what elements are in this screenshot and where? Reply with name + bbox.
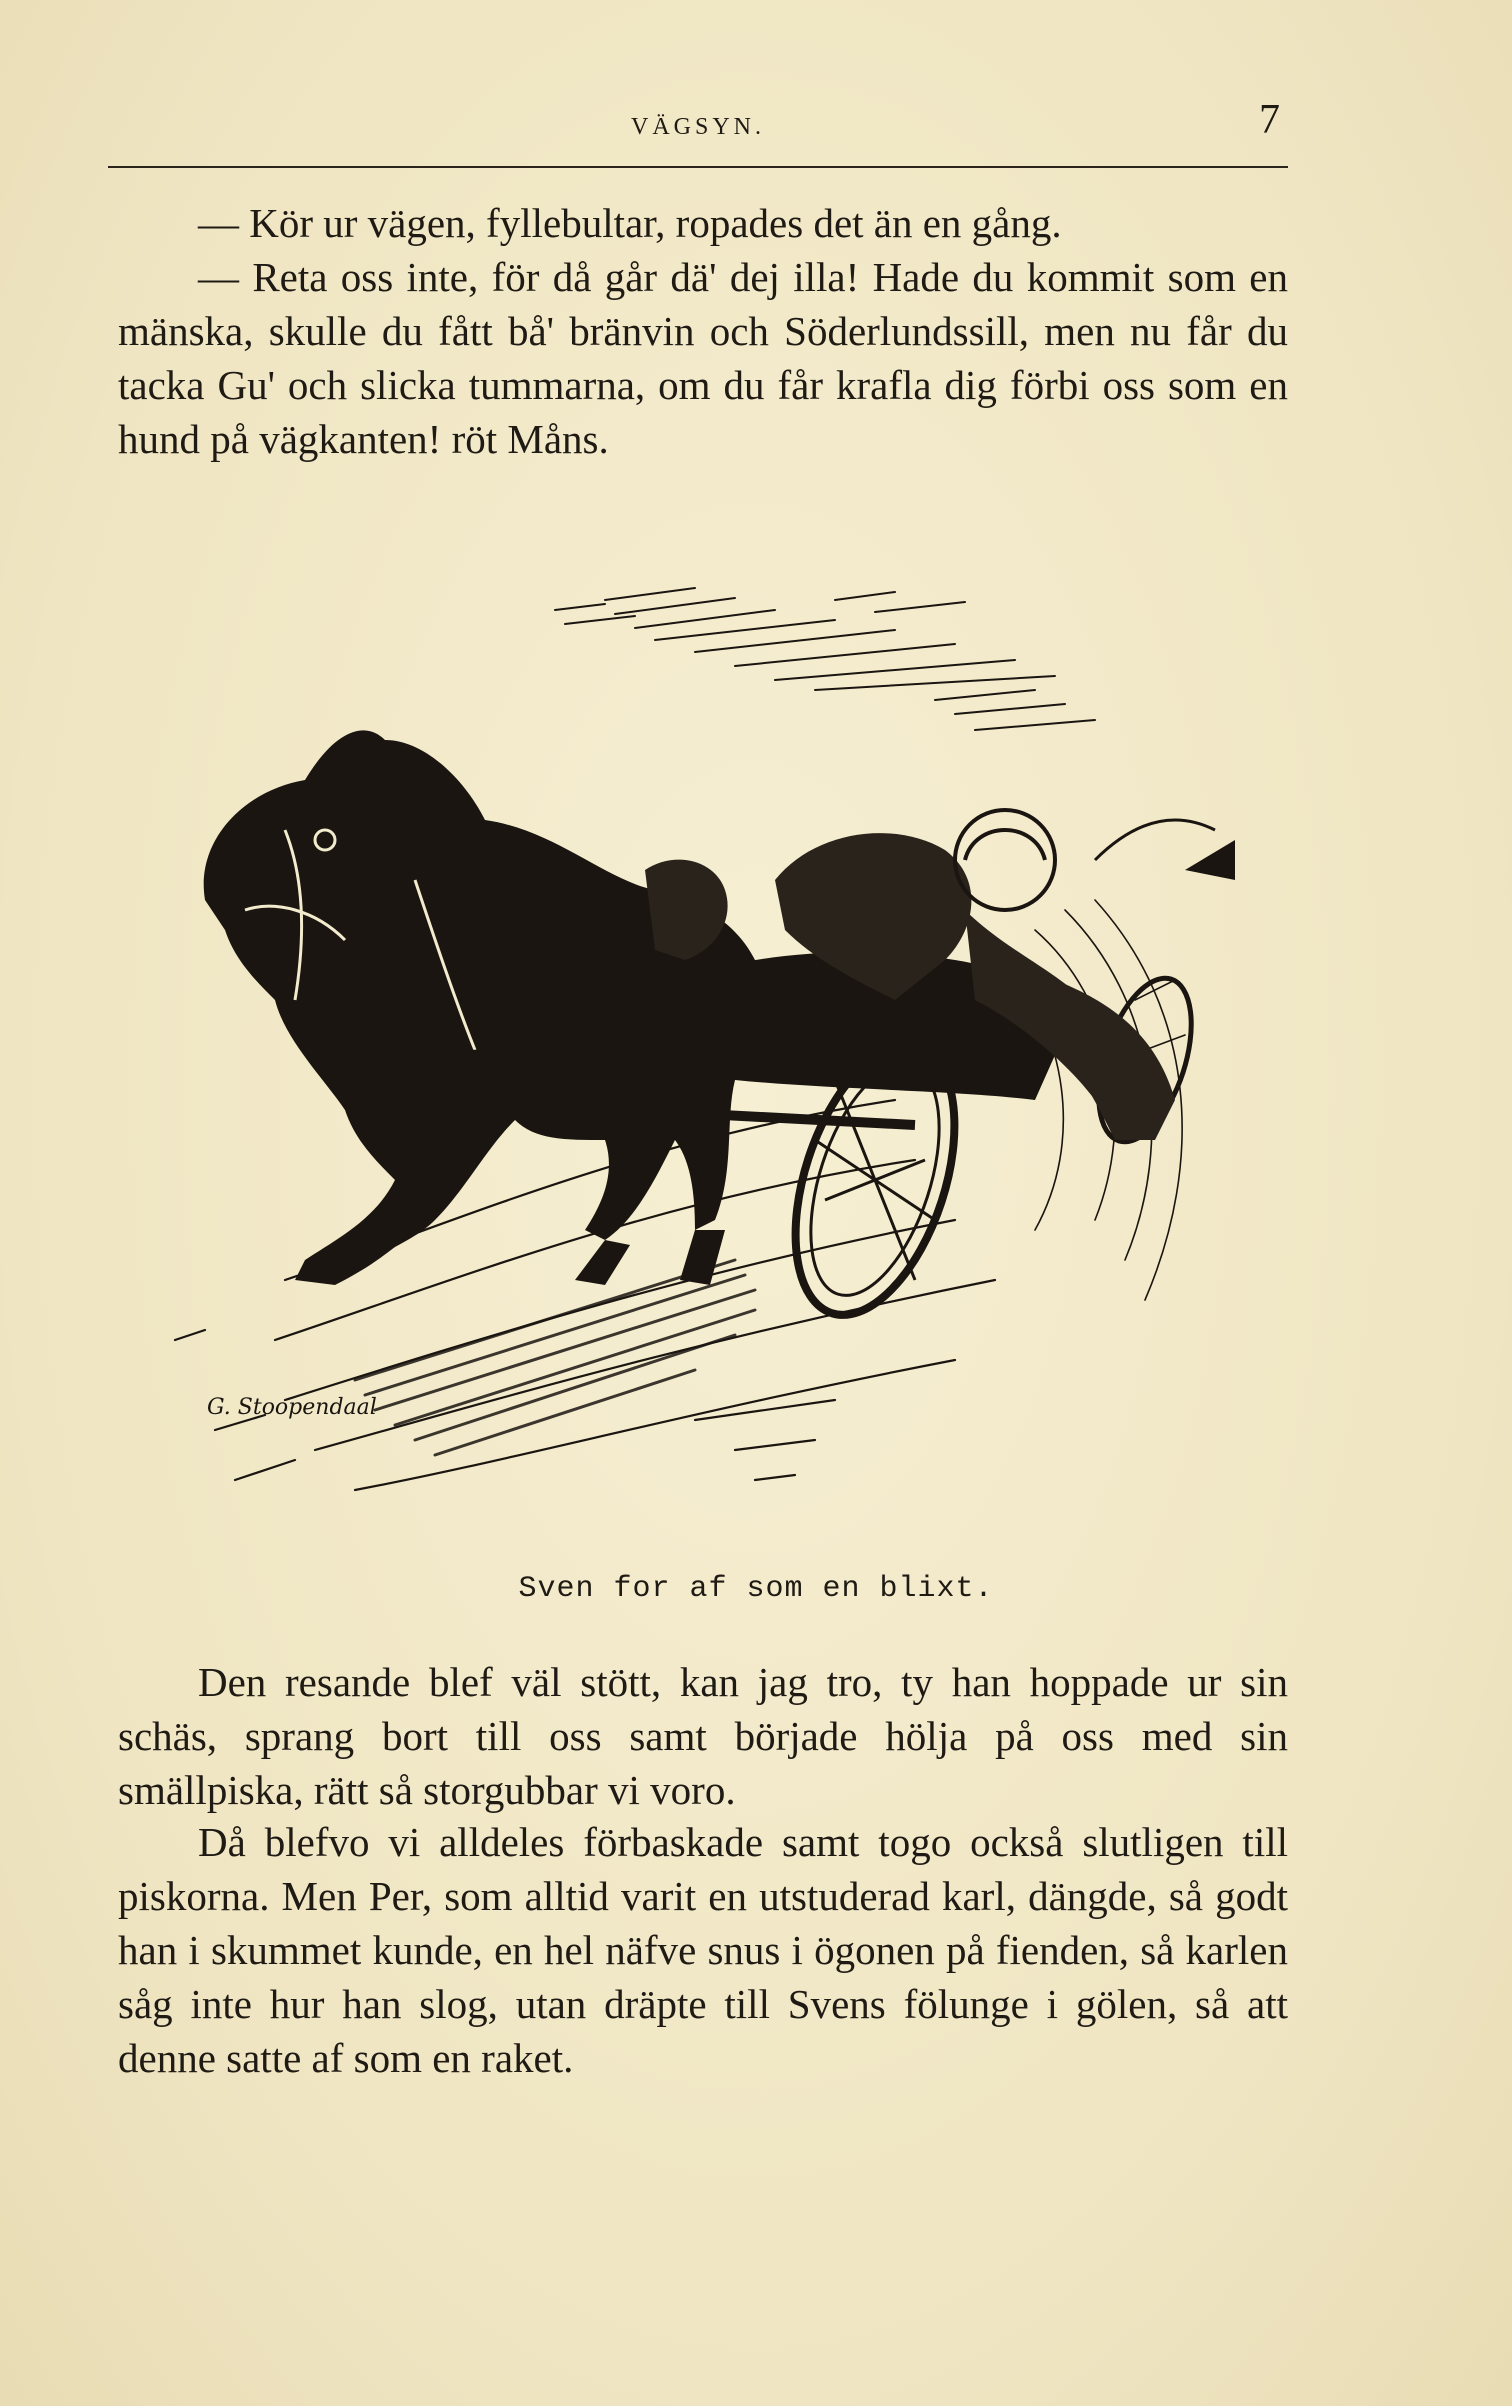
paragraph-4: Då blefvo vi alldeles förbaskade samt togo också slutligen till piskorna. Men Per, som alltid varit en utstuderad karl, dängde, så godt han i skummet kunde, en hel näfve snus i ögonen på fienden, så karlen såg inte hur han slog, utan dräpte till Svens fölunge i gölen, så att denne satte af som en raket.	[118, 1819, 1288, 2081]
road-strokes	[175, 1100, 995, 1490]
signature-text: G. Stoopendaal	[207, 1395, 377, 1420]
sky-hatching	[555, 588, 1095, 730]
illustration-caption: Sven for af som en blixt.	[518, 1572, 994, 1606]
whip	[1095, 820, 1215, 860]
running-title: VÄGSYN.	[630, 114, 765, 140]
artist-signature	[207, 1370, 407, 1430]
page-number: 7	[1259, 97, 1280, 143]
paragraph-3: Den resande blef väl stött, kan jag tro, ty han hoppade ur sin schäs, sprang bort till oss samt började hölja på oss med sin smällpiska, rätt så storgubbar vi voro.	[118, 1659, 1288, 1813]
paragraph-2: — Reta oss inte, för då går dä' dej illa! Hade du kommit som en mänska, skulle du fått bå' bränvin och Söderlundssill, men nu får du tacka Gu' och slicka tummarna, om du får krafla dig förbi oss som en hund på vägkanten! röt Måns.	[118, 254, 1288, 462]
paragraph-1: — Kör ur vägen, fyllebultar, ropades det än en gång.	[198, 200, 1062, 246]
road-shadow	[355, 1260, 755, 1455]
page-header	[108, 96, 1288, 168]
